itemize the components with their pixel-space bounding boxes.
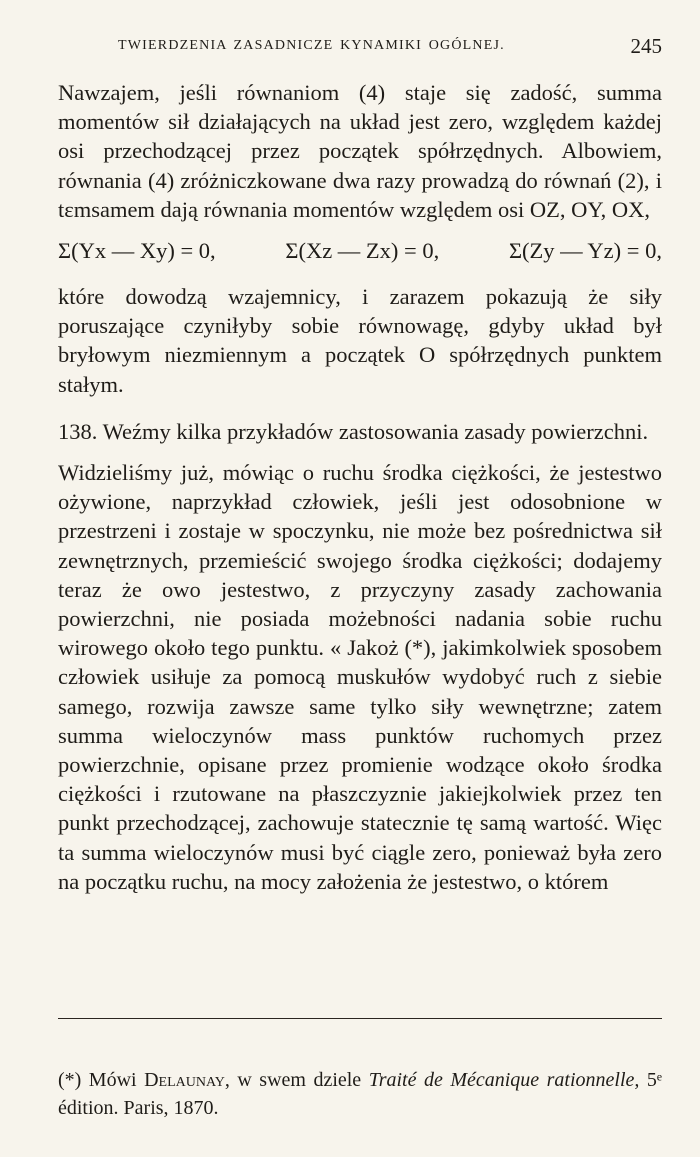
equation-3: Σ(Zy — Yz) = 0, — [508, 238, 662, 264]
footnote-mark: (*) Mówi — [58, 1069, 137, 1091]
page-number: 245 — [630, 34, 662, 58]
footnote-text-2: 5ᵉ édition. Paris, 1870. — [58, 1069, 663, 1119]
paragraph-equilibrium: które dowodzą wzajemnicy, i zarazem pokazują że siły poruszające czyniłyby sobie równowagę, gdyby układ był bryłowym niezmiennym a początek O spółrzędnych punktem stałym. — [58, 284, 662, 397]
paragraph-examples: Widzieliśmy już, mówiąc o ruchu środka ciężkości, że jestestwo ożywione, naprzykład człowiek, jeśli jest odosobnione w przestrzeni i zostaje w spoczynku, nie może bez pośrednictwa sił zewnętrznych, przemieścić swojego środka ciężkości; dodajemy teraz że owo jestestwo, z przyczyny zasady zachowania powierzchni, nie posiada możebności nadania sobie ruchu wirowego około tego punktu. « Jakoż (*), jakimkolwiek sposobem człowiek usiłuje za pomocą muskułów wydobyć ruch z siebie samego, rozwija zawsze same tylko siły wewnętrzne; zatem summa wieloczynów mass punktów ruchomych przez powierzchnie, opisane przez promienie wodzące około środka ciężkości i rzutowane na płaszczyznie jakiejkolwiek przez ten punkt przechodzącej, zachowuje statecznie tę samą wartość. Więc ta summa wieloczynów musi być ciągle zero, ponieważ była zero na początku ruchu, na mocy założenia że jestestwo, o którem — [58, 460, 662, 894]
running-title: TWIERDZENIA ZASADNICZE KYNAMIKI OGÓLNEJ. — [118, 38, 505, 53]
footnote — [58, 1066, 662, 1122]
paragraph-moments: Nawzajem, jeśli równaniom (4) staje się zadość, summa momentów sił działających na układ jest zero, względem każdej osi przechodzącej przez początek spółrzędnych. Albowiem, równania (4) zróżniczkowane dwa razy prowadzą do równań (2), i tεmsamem dają równania momentów względem osi OZ, OY, OX, — [58, 80, 662, 222]
footnote-title: Traité de Mécanique rationnelle, — [368, 1069, 640, 1091]
equation-1: Σ(Yx — Xy) = 0, — [58, 238, 216, 264]
footnote-author: Delaunay — [144, 1069, 225, 1091]
section-138: 138. Weźmy kilka przykładów zastosowania zasady powierzchni. — [58, 418, 649, 444]
footnote-text-1: , w swem dziele — [224, 1069, 362, 1091]
main-text — [58, 78, 662, 896]
moment-equations — [58, 236, 662, 266]
equation-2: Σ(Xz — Zx) = 0, — [285, 238, 440, 264]
footnote-divider — [58, 1018, 662, 1019]
page-header — [58, 34, 662, 62]
